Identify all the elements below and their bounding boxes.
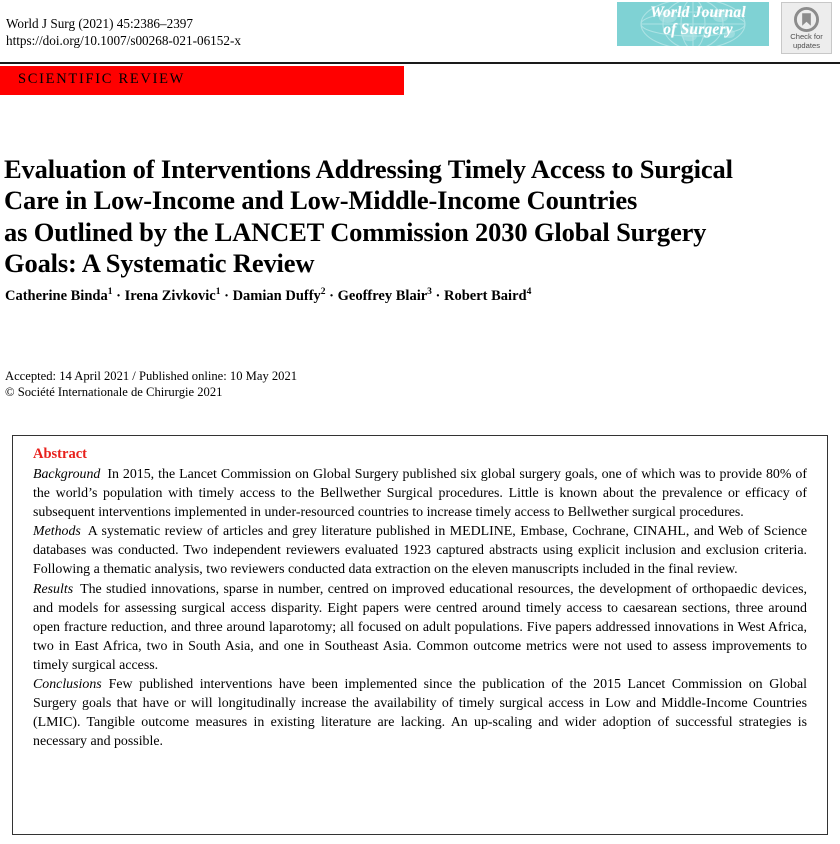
journal-citation bbox=[6, 16, 241, 49]
author-name: Robert Baird bbox=[444, 288, 527, 304]
author-separator: · bbox=[325, 288, 338, 304]
author-entry[interactable] bbox=[444, 288, 531, 304]
author-name: Irena Zivkovic bbox=[124, 288, 216, 304]
abstract-heading: Abstract bbox=[33, 446, 87, 462]
author-separator: · bbox=[112, 288, 125, 304]
journal-logo bbox=[617, 2, 769, 46]
journal-logo-line-1: World Journal bbox=[650, 4, 746, 21]
citation-volume-pages: World J Surg (2021) 45:2386–2397 bbox=[6, 16, 193, 31]
author-affiliation-marker: 2 bbox=[320, 287, 326, 298]
author-affiliation-marker: 1 bbox=[107, 287, 113, 298]
abstract-section-text: Few published interventions have been implemented since the publication of the 2015 Lancet Commission on Global Surgery goals that have or will longitudinally increase the availability of timely surgical access in Low and Middle-Income Countries (LMIC). Tangible outcome measures in existing literature are lacking. An up-scaling and wider adoption of successful strategies is necessary and possible. bbox=[33, 677, 807, 750]
check-for-updates-badge[interactable] bbox=[781, 2, 832, 54]
abstract-content bbox=[33, 445, 807, 751]
author-affiliation-marker: 1 bbox=[215, 287, 221, 298]
author-name: Catherine Binda bbox=[5, 288, 108, 304]
title-line-3: as Outlined by the LANCET Commission 2030 Global Surgery bbox=[4, 216, 707, 247]
title-line-2: Care in Low-Income and Low-Middle-Income Countries bbox=[4, 185, 638, 216]
updates-badge-line-1: Check for bbox=[790, 32, 823, 41]
doi-link[interactable]: https://doi.org/10.1007/s00268-021-06152-x bbox=[6, 32, 241, 48]
abstract-section-text: The studied innovations, sparse in number, centred on improved educational resources, the development of orthopaedic devices, and models for assessing surgical access disparity. Eight papers were centred around timely access to caesarean sections, three around open fracture reduction, and three around laparotomy; all focused on adult populations. Five papers addressed innovations in West Africa, two in East Africa, two in South Asia, and one in Southeast Asia. Common outcome metrics were not used to assess improvements to timely surgical access. bbox=[33, 581, 807, 673]
updates-badge-line-2: updates bbox=[792, 40, 821, 50]
author-entry[interactable] bbox=[125, 288, 221, 304]
abstract-body bbox=[33, 465, 807, 751]
abstract-section bbox=[33, 522, 807, 579]
crossmark-shield-icon bbox=[794, 7, 819, 32]
accepted-published-line: Accepted: 14 April 2021 / Published online: 10 May 2021 bbox=[5, 369, 298, 383]
journal-logo-text bbox=[628, 4, 768, 38]
abstract-section-text: In 2015, the Lancet Commission on Global Surgery published six global surgery goals, one of which was to provide 80% of the world’s population with timely access to the Bellwether Surgical procedures. Little is known about the prevalence or efficacy of subsequent interventions implemented in under-resourced countries to increase timely access to Bellwether surgical procedures. bbox=[33, 467, 807, 521]
author-name: Damian Duffy bbox=[232, 288, 321, 304]
journal-logo-line-2: of Surgery bbox=[663, 21, 733, 38]
abstract-section bbox=[33, 675, 807, 751]
page-title bbox=[4, 154, 794, 280]
publication-dates bbox=[5, 369, 297, 400]
abstract-section-label: Methods bbox=[33, 524, 81, 540]
copyright-line: © Société Internationale de Chirurgie 2021 bbox=[5, 384, 223, 399]
abstract-section-label: Background bbox=[33, 467, 101, 482]
abstract-section bbox=[33, 465, 807, 522]
author-entry[interactable] bbox=[338, 288, 432, 304]
author-entry[interactable] bbox=[5, 288, 112, 304]
author-separator: · bbox=[220, 288, 233, 304]
header-divider-rule bbox=[0, 62, 840, 64]
title-line-4: Goals: A Systematic Review bbox=[4, 248, 315, 279]
author-separator: · bbox=[431, 288, 445, 304]
abstract-section-label: Conclusions bbox=[33, 677, 102, 693]
author-name: Geoffrey Blair bbox=[337, 288, 428, 304]
author-affiliation-marker: 3 bbox=[427, 287, 432, 298]
abstract-section-text: A systematic review of articles and grey literature published in MEDLINE, Embase, Cochrane, CINAHL, and Web of Science databases was conducted. Two independent reviewers evaluated 1923 captured abstracts using explicit inclusion and exclusion criteria. Following a thematic analysis, two reviewers conducted data extraction on the eleven manuscripts included in the final review. bbox=[33, 524, 807, 578]
author-affiliation-marker: 4 bbox=[526, 287, 532, 298]
abstract-section bbox=[33, 580, 807, 675]
author-entry[interactable] bbox=[233, 288, 326, 304]
title-line-1: Evaluation of Interventions Addressing Timely Access to Surgical bbox=[4, 153, 733, 184]
abstract-section-label: Results bbox=[33, 581, 74, 597]
abstract-box bbox=[12, 435, 828, 835]
article-type-label: SCIENTIFIC REVIEW bbox=[18, 71, 186, 87]
article-type-banner bbox=[0, 66, 404, 95]
author-list bbox=[5, 286, 805, 306]
page-header bbox=[0, 0, 840, 62]
